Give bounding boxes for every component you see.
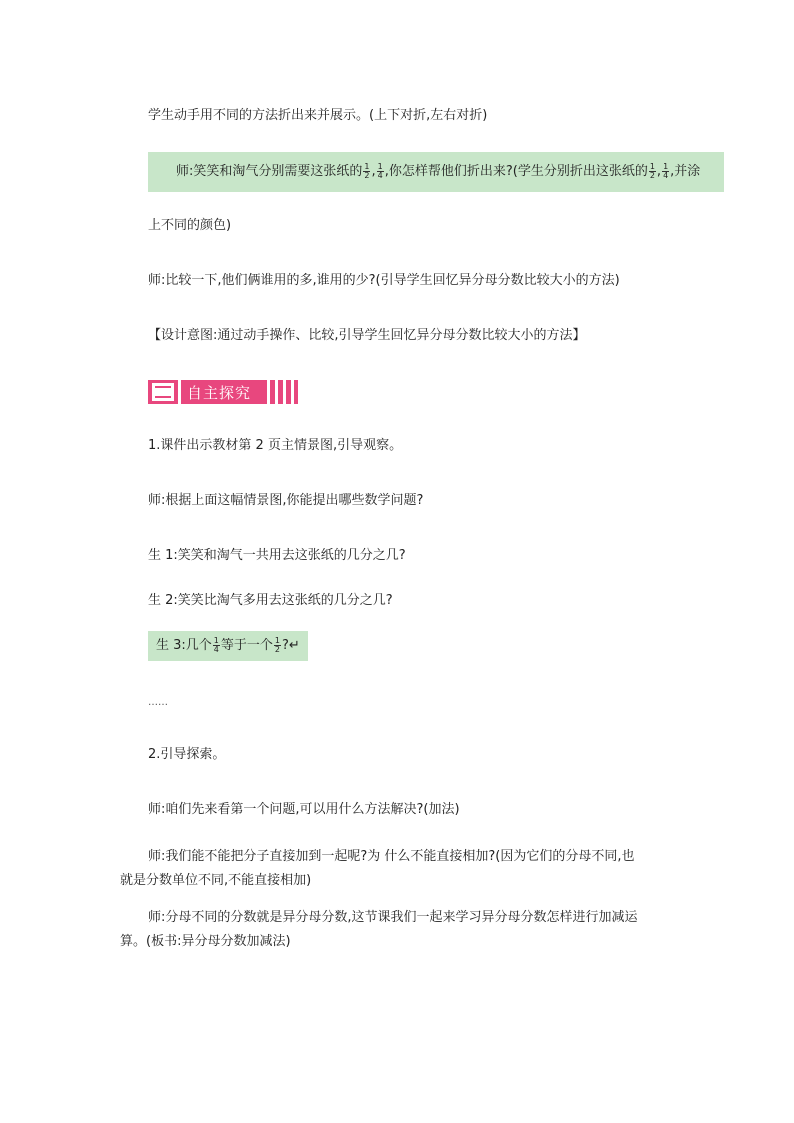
section-banner bbox=[148, 380, 298, 404]
fraction-quarter: $\frac{1}{4}$ bbox=[377, 162, 383, 180]
fraction-half: $\frac{1}{2}$ bbox=[274, 636, 280, 654]
fraction-half: $\frac{1}{2}$ bbox=[649, 162, 655, 180]
paragraph-student-2: 生 2:笑笑比淘气多用去这张纸的几分之几? bbox=[148, 593, 393, 608]
paragraph-student-1: 生 1:笑笑和淘气一共用去这张纸的几分之几? bbox=[148, 548, 406, 563]
paragraph-teacher-intro: 师:分母不同的分数就是异分母分数,这节课我们一起来学习异分母分数怎样进行加减运 bbox=[148, 910, 638, 925]
stripes-decoration bbox=[262, 380, 294, 404]
section-number-icon bbox=[152, 383, 174, 401]
paragraph-continuation: 上不同的颜色) bbox=[148, 218, 232, 233]
ellipsis: …… bbox=[148, 697, 168, 708]
text-segment: ,并涂 bbox=[670, 164, 701, 179]
text-segment: 师:笑笑和淘气分别需要这张纸的 bbox=[176, 164, 363, 179]
fraction-quarter: $\frac{1}{4}$ bbox=[213, 636, 219, 654]
paragraph-teacher-method: 师:咱们先来看第一个问题,可以用什么方法解决?(加法) bbox=[148, 802, 460, 817]
paragraph-compare: 师:比较一下,他们俩谁用的多,谁用的少?(引导学生回忆异分母分数比较大小的方法) bbox=[148, 273, 620, 288]
section-title: 自主探究 bbox=[187, 383, 252, 402]
paragraph-continuation: 算。(板书:异分母分数加减法) bbox=[120, 934, 291, 949]
paragraph-teacher-numerator: 师:我们能不能把分子直接加到一起呢?为 什么不能直接相加?(因为它们的分母不同,也 bbox=[148, 849, 635, 864]
text-segment: ,你怎样帮他们折出来?(学生分别折出这张纸的 bbox=[384, 164, 648, 179]
fraction-half: $\frac{1}{2}$ bbox=[364, 162, 370, 180]
paragraph-step-1: 1.课件出示教材第 2 页主情景图,引导观察。 bbox=[148, 438, 403, 453]
paragraph-design-intent: 【设计意图:通过动手操作、比较,引导学生回忆异分母分数比较大小的方法】 bbox=[148, 328, 586, 343]
paragraph-demo: 学生动手用不同的方法折出来并展示。(上下对折,左右对折) bbox=[148, 108, 488, 123]
paragraph-step-2: 2.引导探索。 bbox=[148, 747, 226, 762]
highlighted-student-3: 生 3:几个 $\frac{1}{4}$ 等于一个 $\frac{1}{2}$ ?↵ bbox=[148, 631, 308, 661]
fraction-quarter: $\frac{1}{4}$ bbox=[663, 162, 669, 180]
paragraph-teacher-prompt: 师:根据上面这幅情景图,你能提出哪些数学问题? bbox=[148, 493, 424, 508]
paragraph-continuation: 就是分数单位不同,不能直接相加) bbox=[120, 873, 312, 888]
highlighted-teacher-question: 师:笑笑和淘气分别需要这张纸的 $\frac{1}{2}$ , $\frac{1}{4}$ ,你怎样帮他们折出来?(学生分别折出这张纸的 $\frac{1}{2}$ , $\frac{1}{4}$ ,并涂 bbox=[148, 152, 724, 192]
